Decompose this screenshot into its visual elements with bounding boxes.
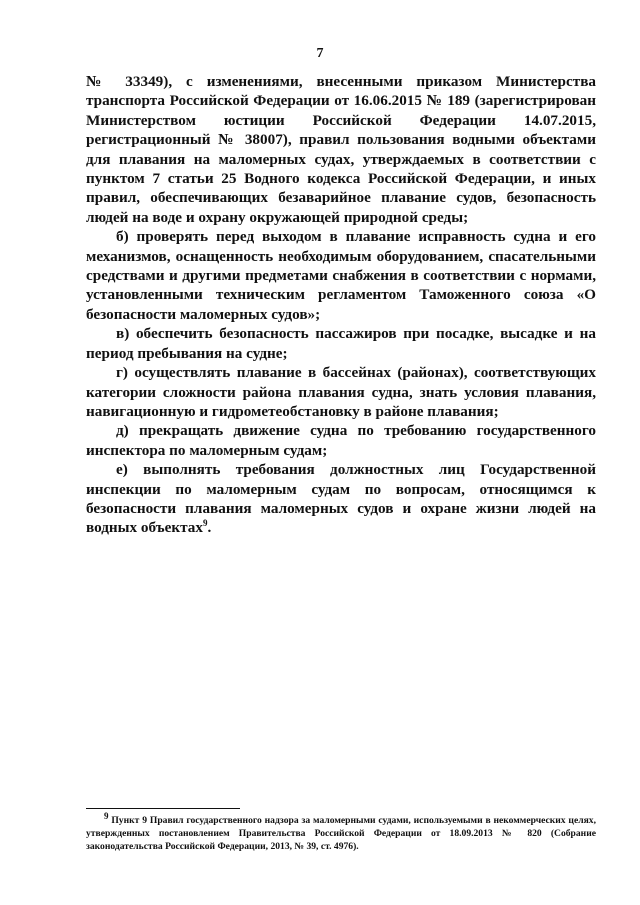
paragraph-b: б) проверять перед выходом в плавание исправность судна и его механизмов, оснащенность необходимым оборудованием, спасательными средствами и другими предметами снабжения в соответствии с нормами, установленными техническим регламентом Таможенного союза «О безопасности маломерных судов»; [86, 228, 596, 323]
page-number: 7 [316, 46, 324, 61]
footnote-number: 9 [104, 810, 109, 821]
paragraph-continuation: № 33349), с изменениями, внесенными приказом Министерства транспорта Российской Федерации от 16.06.2015 № 189 (зарегистрирован Министерством юстиции Российской Федерации 14.07.2015, регистрационный № 38007), правил пользования водными объектами для плавания на маломерных судах, утверждаемых в соответствии с пунктом 7 статьи 25 Водного кодекса Российской Федерации, и иных правил, обеспечивающих безаварийное плавание судов, безопасность людей на воде и охрану окружающей природной среды; [86, 73, 596, 226]
paragraph-v: в) обеспечить безопасность пассажиров при посадке, высадке и на период пребывания на судне; [86, 325, 596, 362]
footnote-text: Пункт 9 Правил государственного надзора за маломерными судами, используемыми в некоммерческих целях, утвержденных постановлением Правительства Российской Федерации от 18.09.2013 № 820 (Собрание законодательства Российской Федерации, 2013, № 39, ст. 4976). [86, 815, 596, 852]
paragraph-e-text: е) выполнять требования должностных лиц Государственной инспекции по маломерным судам по вопросам, относящимся к безопасности плавания маломерных судов и охране жизни людей на водных объектах [86, 461, 596, 537]
paragraph-e-end: . [207, 519, 212, 537]
paragraph-d: д) прекращать движение судна по требованию государственного инспектора по маломерным судам; [86, 422, 596, 459]
paragraph-e [86, 460, 596, 538]
paragraph-g: г) осуществлять плавание в бассейнах (районах), соответствующих категории сложности района плавания судна, знать условия плавания, навигационную и гидрометеобстановку в районе плавания; [86, 364, 596, 420]
footnote [86, 810, 596, 853]
footnote-reference[interactable]: 9 [202, 518, 208, 529]
footnote-separator [86, 808, 240, 809]
document-body [86, 72, 596, 538]
